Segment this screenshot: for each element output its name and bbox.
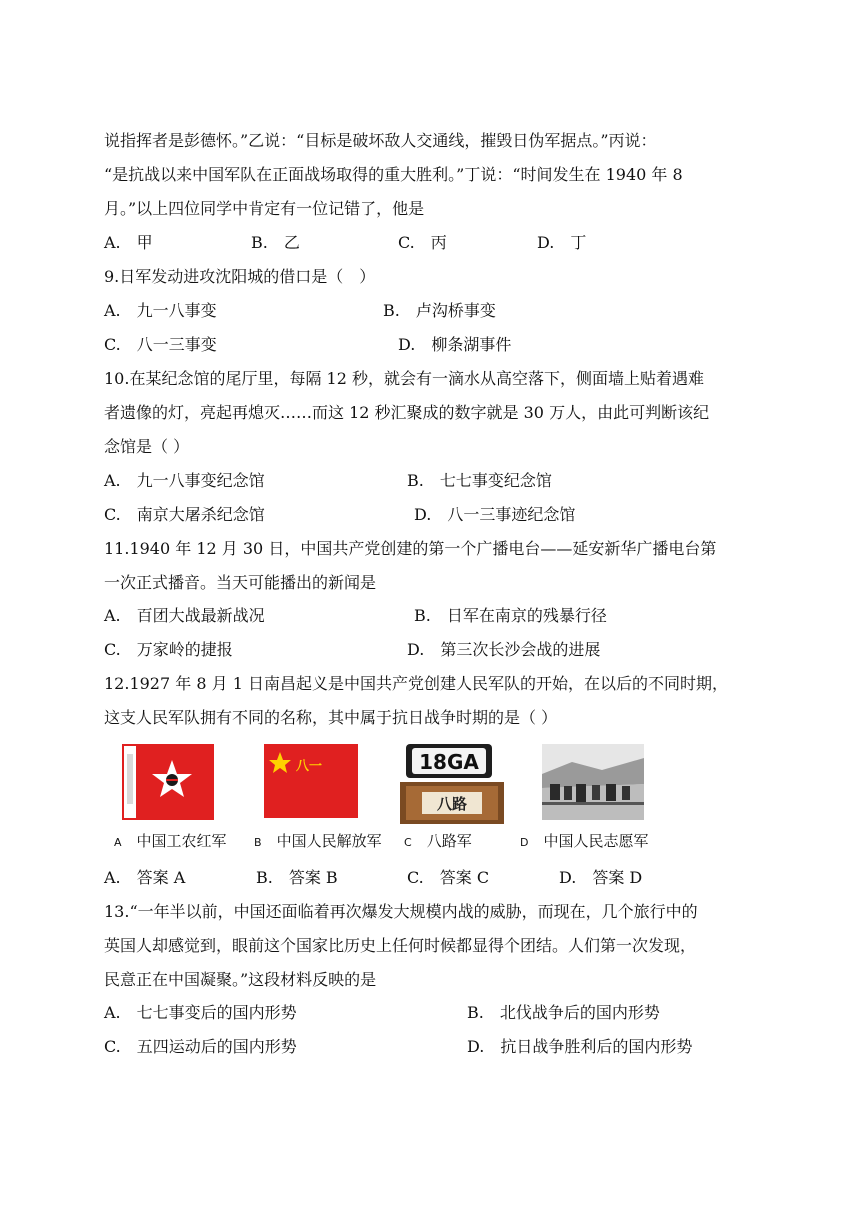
q12-option-b[interactable]: B. 答案 B <box>256 868 338 887</box>
q11-stem-line-2: 一次正式播音。当天可能播出的新闻是 <box>104 573 377 592</box>
caption-b-letter: B <box>254 836 262 849</box>
q10-stem-line-1: 10.在某纪念馆的尾厅里，每隔 12 秒，就会有一滴水从高空落下，侧面墙上贴着遇难 <box>104 369 704 388</box>
caption-a <box>114 830 227 854</box>
caption-a-letter: A <box>114 836 122 849</box>
caption-b <box>254 830 382 854</box>
q8-stem-line-3: 月。”以上四位同学中肯定有一位记错了，他是 <box>104 199 425 218</box>
caption-c-letter: C <box>404 836 412 849</box>
q12-stem-line-2: 这支人民军队拥有不同的名称，其中属于抗日战争时期的是（ ） <box>104 708 558 727</box>
q13-option-c[interactable]: C. 五四运动后的国内形势 <box>104 1037 297 1056</box>
badge-bottom-text: 八路 <box>436 795 468 813</box>
q11-option-d[interactable]: D. 第三次长沙会战的进展 <box>407 640 601 659</box>
q13-option-b[interactable]: B. 北伐战争后的国内形势 <box>467 1003 660 1022</box>
red-army-flag-image <box>122 744 214 820</box>
q11-option-a[interactable]: A. 百团大战最新战况 <box>104 606 265 625</box>
q10-option-b[interactable]: B. 七七事变纪念馆 <box>407 471 552 490</box>
q12-option-a[interactable]: A. 答案 A <box>104 868 186 887</box>
q11-option-c[interactable]: C. 万家岭的捷报 <box>104 640 233 659</box>
q10-stem-line-3: 念馆是（ ） <box>104 437 190 456</box>
q9-option-a[interactable]: A. 九一八事变 <box>104 301 217 320</box>
q10-stem-line-2: 者遗像的灯，亮起再熄灭……而这 12 秒汇聚成的数字就是 30 万人，由此可判断该纪 <box>104 403 710 422</box>
q11-option-b[interactable]: B. 日军在南京的残暴行径 <box>414 606 607 625</box>
q9-option-b[interactable]: B. 卢沟桥事变 <box>383 301 496 320</box>
q8-option-b[interactable]: B. 乙 <box>251 233 300 252</box>
caption-c-text: 八路军 <box>426 832 472 850</box>
q12-option-c[interactable]: C. 答案 C <box>407 868 490 887</box>
caption-d-letter: D <box>520 836 529 849</box>
q9-option-d[interactable]: D. 柳条湖事件 <box>398 335 512 354</box>
q13-option-d[interactable]: D. 抗日战争胜利后的国内形势 <box>467 1037 693 1056</box>
caption-d-text: 中国人民志愿军 <box>543 832 649 850</box>
q8-option-a[interactable]: A. 甲 <box>104 233 153 252</box>
q13-option-a[interactable]: A. 七七事变后的国内形势 <box>104 1003 297 1022</box>
q9-option-c[interactable]: C. 八一三事变 <box>104 335 217 354</box>
q13-stem-line-2: 英国人却感觉到，眼前这个国家比历史上任何时候都显得个团结。人们第一次发现， <box>104 936 697 955</box>
q10-option-c[interactable]: C. 南京大屠杀纪念馆 <box>104 505 265 524</box>
q10-option-a[interactable]: A. 九一八事变纪念馆 <box>104 471 265 490</box>
q8-option-d[interactable]: D. 丁 <box>537 233 587 252</box>
q13-stem-line-1: 13.“一年半以前，中国还面临着再次爆发大规模内战的威胁，而现在，几个旅行中的 <box>104 902 698 921</box>
eighth-route-army-badges-image <box>400 744 504 824</box>
q12-stem-line-1: 12.1927 年 8 月 1 日南昌起义是中国共产党创建人民军队的开始，在以后的不同时期， <box>104 674 728 693</box>
caption-c <box>404 830 472 854</box>
q8-option-c[interactable]: C. 丙 <box>398 233 447 252</box>
flag-b-text: 八一 <box>296 759 323 774</box>
q10-option-d[interactable]: D. 八一三事迹纪念馆 <box>414 505 576 524</box>
q13-stem-line-3: 民意正在中国凝聚。”这段材料反映的是 <box>104 970 377 989</box>
caption-a-text: 中国工农红军 <box>136 832 227 850</box>
q11-stem-line-1: 11.1940 年 12 月 30 日，中国共产党创建的第一个广播电台——延安新华广播电台第 <box>104 539 717 558</box>
badge-top-text: 18GA <box>419 750 479 774</box>
caption-b-text: 中国人民解放军 <box>276 832 382 850</box>
volunteer-army-photo-image <box>542 744 644 820</box>
caption-d <box>520 830 649 854</box>
pla-flag-image <box>264 744 358 818</box>
q8-stem-line-1: 说指挥者是彭德怀。”乙说：“目标是破坏敌人交通线，摧毁日伪军据点。”丙说： <box>104 131 657 150</box>
q9-stem: 9.日军发动进攻沈阳城的借口是（ ） <box>104 267 376 286</box>
q12-option-d[interactable]: D. 答案 D <box>559 868 643 887</box>
q8-stem-line-2: “是抗战以来中国军队在正面战场取得的重大胜利。”丁说：“时间发生在 1940 年 8 <box>104 165 683 184</box>
